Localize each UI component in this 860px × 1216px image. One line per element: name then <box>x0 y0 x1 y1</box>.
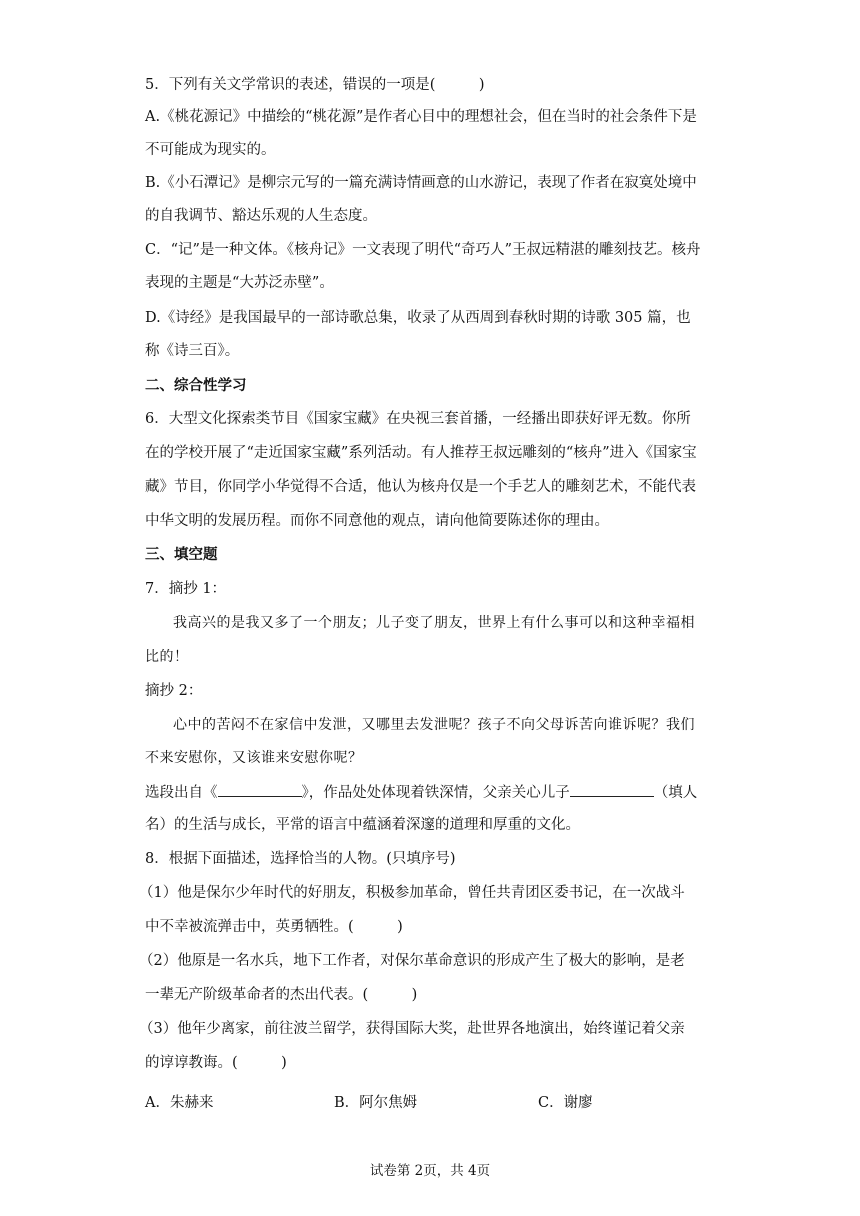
q8-item1-line1: （1）他是保尔少年时代的好朋友，积极参加革命，曾任共青团区委书记，在一次战斗 <box>139 885 685 901</box>
page-footer: 试卷第 2页，共 4页 <box>369 1163 491 1179</box>
section-heading-integrated-learning: 二、综合性学习 <box>145 377 247 394</box>
q7-excerpt2-line2: 不来安慰你，又该谁来安慰你呢？ <box>145 750 363 766</box>
q5-option-b-line2: 的自我调节、豁达乐观的人生态度。 <box>145 208 377 224</box>
q5-stem: 5．下列有关文学常识的表述，错误的一项是( ) <box>145 77 485 93</box>
q7-fill-line2: 名）的生活与成长，平常的语言中蕴涵着深邃的道理和厚重的文化。 <box>145 817 580 833</box>
q5-option-d-line2: 称《诗三百》。 <box>145 343 240 359</box>
q7-fill-part3: （填人 <box>653 785 698 801</box>
q8-option-a: A．朱赫来 <box>145 1095 214 1111</box>
q7-stem: 7．摘抄 1： <box>145 581 227 597</box>
q5-option-a-line1: A.《桃花源记》中描绘的“桃花源”是作者心目中的理想社会，但在当时的社会条件下是 <box>145 109 697 125</box>
q7-excerpt2-label: 摘抄 2： <box>145 683 203 699</box>
q5-option-c-line1: C．“记”是一种文体。《核舟记》一文表现了明代“奇巧人”王叔远精湛的雕刻技艺。核舟 <box>145 242 701 258</box>
q8-option-b: B．阿尔焦姆 <box>334 1095 418 1111</box>
q6-line2: 在的学校开展了“走近国家宝藏”系列活动。有人推荐王叔远雕刻的“核舟”进入《国家宝 <box>145 445 697 461</box>
q8-stem: 8．根据下面描述，选择恰当的人物。(只填序号) <box>145 851 456 867</box>
q8-item3-line1: （3）他年少离家，前往波兰留学，获得国际大奖，赴世界各地演出，始终谨记着父亲 <box>139 1021 685 1037</box>
q7-fill-part1: 选段出自《 <box>145 785 218 801</box>
q7-excerpt2-line1: 心中的苦闷不在家信中发泄，又哪里去发泄呢？孩子不向父母诉苦向谁诉呢？我们 <box>173 717 695 733</box>
q5-option-b-line1: B.《小石潭记》是柳宗元写的一篇充满诗情画意的山水游记，表现了作者在寂寞处境中 <box>145 175 697 191</box>
q5-option-c-line2: 表现的主题是“大苏泛赤壁”。 <box>145 275 334 291</box>
q7-excerpt1-line2: 比的！ <box>145 649 189 665</box>
q8-item3-line2: 的谆谆教诲。( ) <box>145 1055 287 1071</box>
q8-option-c: C．谢廖 <box>538 1095 593 1111</box>
q7-book-title-blank[interactable] <box>218 782 302 797</box>
q6-line3: 藏》节目，你同学小华觉得不合适，他认为核舟仅是一个手艺人的雕刻艺术，不能代表 <box>145 479 696 495</box>
q7-excerpt1-line1: 我高兴的是我又多了一个朋友；儿子变了朋友，世界上有什么事可以和这种幸福相 <box>173 615 695 631</box>
q7-fill-line1 <box>145 782 720 803</box>
q8-item2-line2: 一辈无产阶级革命者的杰出代表。( ) <box>145 987 418 1003</box>
q5-option-d-line1: D.《诗经》是我国最早的一部诗歌总集，收录了从西周到春秋时期的诗歌 305 篇，也 <box>145 310 691 326</box>
q7-son-name-blank[interactable] <box>570 782 654 797</box>
section-heading-fill-blank: 三、填空题 <box>145 546 218 563</box>
q8-item1-line2: 中不幸被流弹击中，英勇牺牲。( ) <box>145 919 403 935</box>
q6-line1: 6．大型文化探索类节目《国家宝藏》在央视三套首播，一经播出即获好评无数。你所 <box>145 411 691 427</box>
q6-line4: 中华文明的发展历程。而你不同意他的观点，请向他简要陈述你的理由。 <box>145 513 609 529</box>
q7-fill-part2: 》，作品处处体现着铁深情，父亲关心儿子 <box>301 785 570 801</box>
q8-item2-line1: （2）他原是一名水兵，地下工作者，对保尔革命意识的形成产生了极大的影响，是老 <box>139 953 685 969</box>
q5-option-a-line2: 不可能成为现实的。 <box>145 142 276 158</box>
